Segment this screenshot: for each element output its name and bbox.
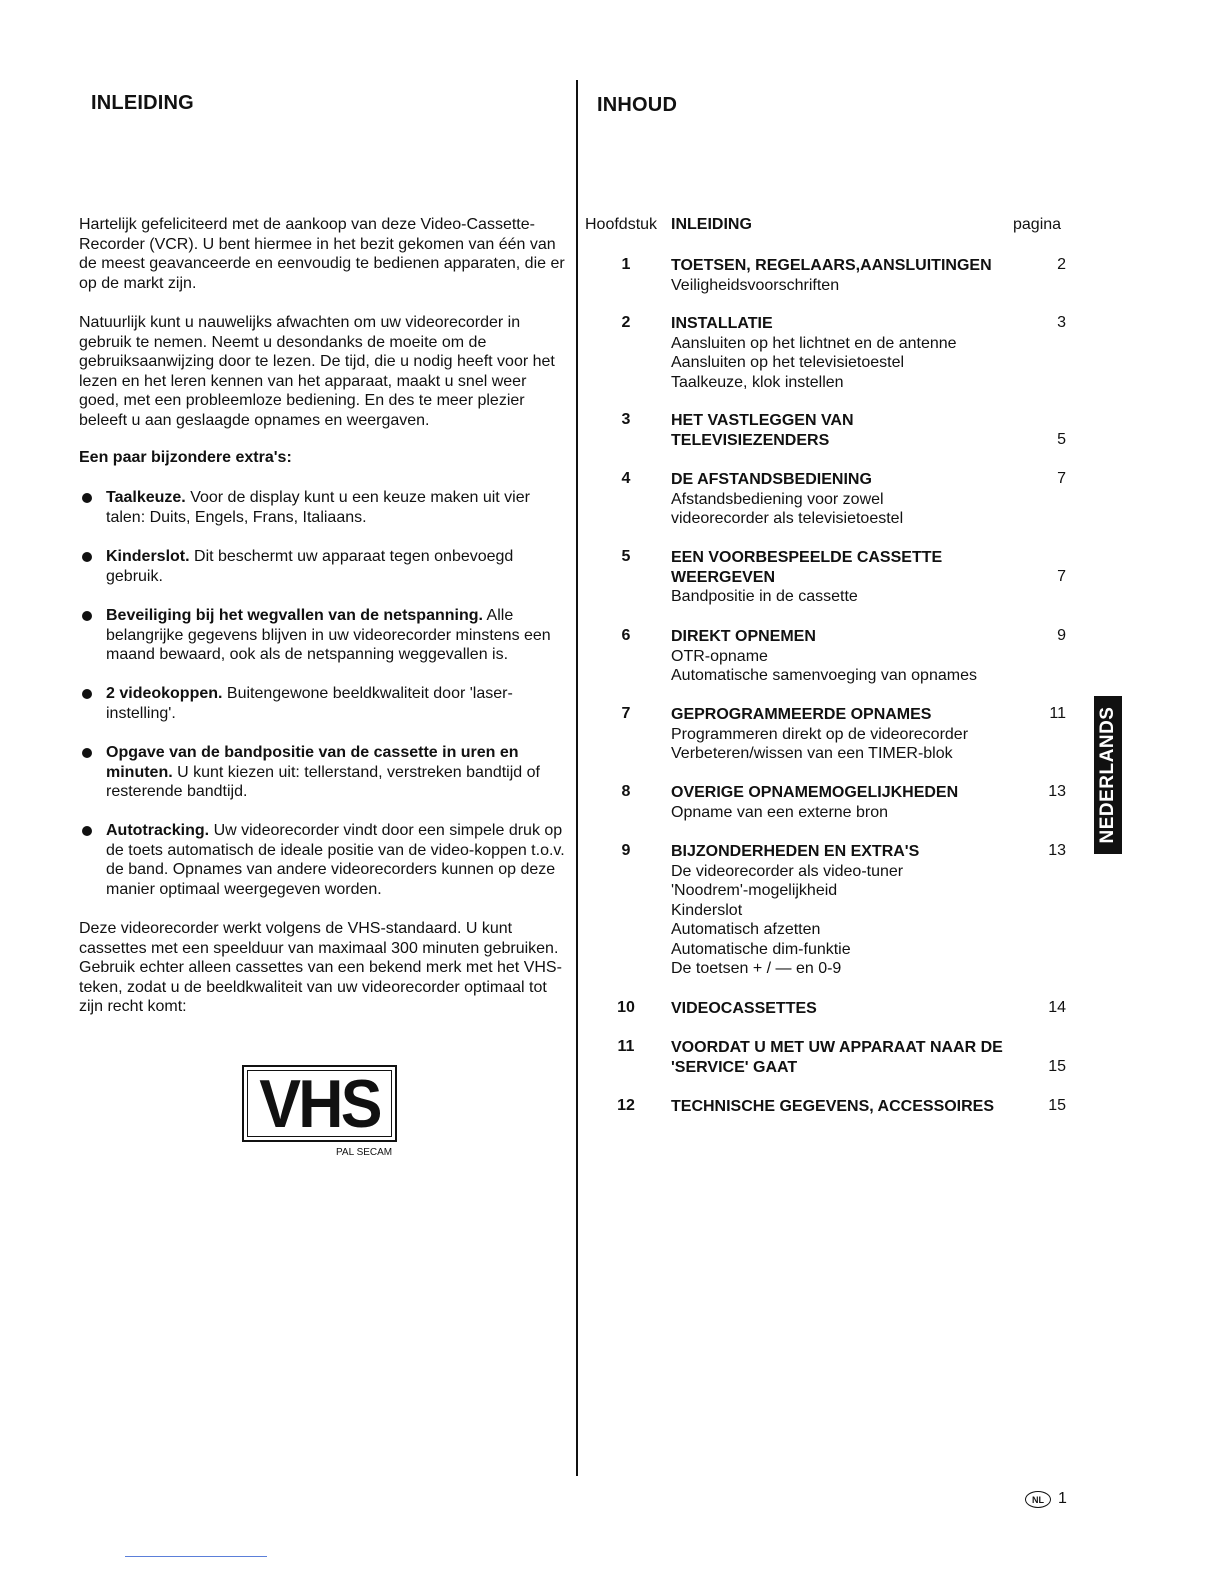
bullet-videokoppen xyxy=(79,684,569,723)
toc-title: VIDEOCASSETTES xyxy=(671,1000,817,1017)
nl-language-badge: NL xyxy=(1025,1491,1051,1508)
toc-sub: Aansluiten op het televisietoestel xyxy=(671,354,905,371)
bullet-bold: Kinderslot. xyxy=(106,548,190,565)
toc-title: BIJZONDERHEDEN EN EXTRA'S xyxy=(671,843,920,860)
toc-sub: De videorecorder als video-tuner xyxy=(671,862,904,880)
toc-num: 3 xyxy=(621,411,631,428)
side-tab-label: NEDERLANDS xyxy=(1097,706,1118,844)
toc-sub: Programmeren direkt op de videorecorder xyxy=(671,725,969,743)
toc-sub: Afstandsbediening voor zowel xyxy=(671,490,884,508)
toc-entry-3 xyxy=(671,411,911,450)
toc-title: GEPROGRAMMEERDE OPNAMES xyxy=(671,706,932,723)
bullet-beveiliging xyxy=(79,606,569,665)
bullet-text: Buitengewone beeldkwaliteit door 'laser-instelling'. xyxy=(106,685,513,722)
toc-num: 4 xyxy=(621,470,631,487)
language-side-tab xyxy=(1094,696,1122,854)
bullet-dot xyxy=(82,826,92,836)
bullet-text: Dit beschermt uw apparaat tegen onbevoegd gebruik. xyxy=(106,548,514,585)
bullet-taalkeuze xyxy=(79,488,569,527)
vhs-logo xyxy=(242,1065,397,1142)
bullet-text: Voor de display kunt u een keuze maken uit vier talen: Duits, Engels, Frans, Italiaans. xyxy=(106,489,530,526)
toc-title: INSTALLATIE xyxy=(671,315,773,332)
toc-entry-5 xyxy=(671,548,971,607)
toc-sub: Veiligheidsvoorschriften xyxy=(671,276,840,294)
intro-paragraph-2: Natuurlijk kunt u nauwelijks afwachten om uw videorecorder in gebruik te nemen. Neemt u desondanks de moeite om de gebruiksaanwijzing door te lezen. De tijd, die u nodig heeft voor het lezen en het leren kennen van het apparaat, maakt u snel weer goed, met een probleemloze bediening. En des te meer plezier beleeft u aan geslaagde opnames en weergaven. xyxy=(79,314,555,429)
toc-sub: Automatische dim-funktie xyxy=(671,940,851,958)
toc-sub: Bandpositie in de cassette xyxy=(671,588,858,605)
toc-num: 2 xyxy=(621,314,631,331)
toc-entry-12 xyxy=(671,1097,994,1117)
toc-page: 15 xyxy=(1048,1097,1066,1114)
column-divider xyxy=(576,80,578,1476)
vhs-caption: PAL SECAM xyxy=(336,1147,393,1158)
bullet-bandpositie xyxy=(79,743,569,802)
toc-page: 11 xyxy=(1049,705,1066,722)
toc-page: 3 xyxy=(1057,314,1066,331)
toc-entry-2 xyxy=(671,314,957,392)
bullet-kinderslot xyxy=(79,547,569,586)
toc-entry-4 xyxy=(671,470,903,529)
bullet-text: U kunt kiezen uit: tellerstand, verstreken bandtijd of resterende bandtijd. xyxy=(106,763,540,800)
toc-sub: Verbeteren/wissen van een TIMER-blok xyxy=(671,745,953,762)
bullet-bold: Beveiliging bij het wegvallen van de netspanning. xyxy=(106,607,483,624)
bullet-bold: 2 videokoppen. xyxy=(106,685,223,702)
toc-entry-10 xyxy=(671,999,817,1019)
bullet-autotracking xyxy=(79,821,569,899)
toc-title: VOORDAT U MET UW APPARAAT NAAR DE 'SERVICE' GAAT xyxy=(671,1039,1003,1076)
intro-paragraph-1: Hartelijk gefeliciteerd met de aankoop van deze Video-Cassette-Recorder (VCR). U bent hiermee in het bezit gekomen van één van de meest geavanceerde en eenvoudig te bedienen apparaten, die er op de markt zijn. xyxy=(79,216,565,292)
bullet-dot xyxy=(82,552,92,562)
toc-page: 13 xyxy=(1048,842,1066,859)
toc-sub: Opname van een externe bron xyxy=(671,803,889,821)
toc-sub: Automatisch afzetten xyxy=(671,921,821,938)
toc-entry-7 xyxy=(671,705,968,764)
bullet-dot xyxy=(82,611,92,621)
bullet-bold: Autotracking. xyxy=(106,822,210,839)
toc-sub: Kinderslot xyxy=(671,901,743,919)
toc-sub: Taalkeuze, klok instellen xyxy=(671,373,844,391)
page-number: 1 xyxy=(1058,1490,1067,1507)
toc-num: 7 xyxy=(621,705,631,722)
footer-rule xyxy=(125,1556,267,1557)
toc-col-page: pagina xyxy=(1013,216,1062,233)
bullet-bold: Opgave van de bandpositie van de cassette in uren en minuten. xyxy=(106,744,519,781)
toc-sub: Aansluiten op het lichtnet en de antenne xyxy=(671,334,957,352)
toc-page: 7 xyxy=(1057,470,1066,487)
toc-num: 6 xyxy=(621,627,631,644)
toc-entry-1 xyxy=(671,256,992,295)
toc-title: OVERIGE OPNAMEMOGELIJKHEDEN xyxy=(671,784,959,801)
toc-entry-9 xyxy=(671,842,919,979)
toc-page: 9 xyxy=(1057,627,1066,644)
toc-intro-title: INLEIDING xyxy=(671,216,752,233)
toc-page: 13 xyxy=(1048,783,1066,800)
extras-subheading: Een paar bijzondere extra's: xyxy=(79,449,292,466)
bullet-dot xyxy=(82,689,92,699)
toc-page: 7 xyxy=(1057,568,1066,585)
toc-page: 15 xyxy=(1048,1058,1066,1075)
toc-num: 10 xyxy=(617,999,635,1016)
toc-entry-8 xyxy=(671,783,958,822)
bullet-text: Uw videorecorder vindt door een simpele druk op de toets automatisch de ideale positie van de video-koppen t.o.v. de band. Opnames van andere videorecorders kunnen op deze manier optimaal weergegeven worden. xyxy=(106,822,565,898)
toc-col-chapter: Hoofdstuk xyxy=(585,216,658,233)
left-heading: INLEIDING xyxy=(91,92,194,114)
toc-page: 2 xyxy=(1057,256,1066,273)
toc-num: 5 xyxy=(621,548,631,565)
toc-sub: videorecorder als televisietoestel xyxy=(671,510,904,527)
toc-sub: OTR-opname xyxy=(671,647,768,665)
bullet-bold: Taalkeuze. xyxy=(106,489,186,506)
toc-num: 11 xyxy=(617,1038,635,1055)
bullet-dot xyxy=(82,748,92,758)
toc-entry-11 xyxy=(671,1038,1011,1077)
toc-sub: 'Noodrem'-mogelijkheid xyxy=(671,882,838,899)
toc-sub: Automatische samenvoeging van opnames xyxy=(671,667,977,684)
toc-num: 12 xyxy=(617,1097,635,1114)
toc-title: DIREKT OPNEMEN xyxy=(671,628,816,645)
toc-title: DE AFSTANDSBEDIENING xyxy=(671,471,872,488)
right-heading: INHOUD xyxy=(597,94,678,116)
toc-num: 8 xyxy=(621,783,631,800)
toc-title: TECHNISCHE GEGEVENS, ACCESSOIRES xyxy=(671,1098,995,1115)
toc-num: 9 xyxy=(621,842,631,859)
toc-num: 1 xyxy=(621,256,631,273)
toc-entry-6 xyxy=(671,627,977,686)
bullet-dot xyxy=(82,493,92,503)
vhs-paragraph: Deze videorecorder werkt volgens de VHS-standaard. U kunt cassettes met een speelduur van maximaal 300 minuten gebruiken. Gebruik echter alleen cassettes van een bekend merk met het VHS-teken, zodat u de beeldkwaliteit van uw videorecorder optimaal tot zijn recht komt: xyxy=(79,920,562,1015)
bullet-text: Alle belangrijke gegevens blijven in uw videorecorder minstens een maand bewaard, ook als de netspanning weggevallen is. xyxy=(106,607,551,663)
vhs-logo-text: VHS xyxy=(259,1066,380,1142)
toc-page: 14 xyxy=(1048,999,1066,1016)
toc-sub: De toetsen + / — en 0-9 xyxy=(671,960,842,977)
toc-title: EEN VOORBESPEELDE CASSETTE WEERGEVEN xyxy=(671,549,943,586)
toc-page: 5 xyxy=(1057,431,1066,448)
toc-title: TOETSEN, REGELAARS,AANSLUITINGEN xyxy=(671,257,992,274)
toc-title: HET VASTLEGGEN VAN TELEVISIEZENDERS xyxy=(671,412,854,449)
